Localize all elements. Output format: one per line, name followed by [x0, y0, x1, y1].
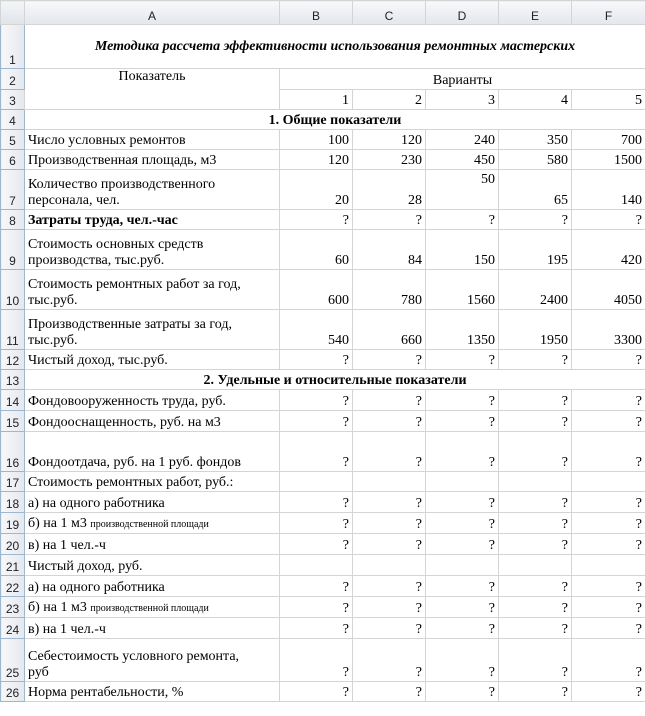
indicator-label-cell[interactable]: Норма рентабельности, %	[25, 682, 280, 702]
value-cell[interactable]: ?	[499, 682, 572, 702]
label-line: Стоимость основных средств	[28, 237, 204, 252]
empty-cell[interactable]	[499, 472, 572, 492]
row-header[interactable]: 10	[1, 270, 25, 310]
row-header[interactable]: 18	[1, 492, 25, 513]
value-cell[interactable]: ?	[572, 534, 645, 555]
label-part: б) на 1 м3	[28, 516, 91, 531]
value-cell[interactable]: ?	[499, 597, 572, 618]
sheet-row	[1, 534, 645, 555]
variant-number-cell[interactable]: 3	[426, 90, 499, 110]
label-line: Количество производственного	[28, 177, 216, 192]
value-cell[interactable]: ?	[353, 210, 426, 230]
value-cell[interactable]: ?	[499, 432, 572, 472]
sheet-row	[1, 639, 645, 682]
row-header[interactable]: 22	[1, 576, 25, 597]
value-cell[interactable]: ?	[426, 639, 499, 682]
value-cell[interactable]: ?	[426, 350, 499, 370]
value-cell[interactable]: ?	[572, 597, 645, 618]
row-header[interactable]: 24	[1, 618, 25, 639]
empty-cell[interactable]	[353, 472, 426, 492]
indicator-label-cell[interactable]: а) на одного работника	[25, 576, 280, 597]
value-cell[interactable]: ?	[572, 639, 645, 682]
value-cell[interactable]: ?	[572, 210, 645, 230]
row-header[interactable]: 20	[1, 534, 25, 555]
sheet-row	[1, 25, 645, 69]
label-line: тыс.руб.	[28, 333, 78, 348]
value-cell[interactable]: 580	[499, 150, 572, 170]
value-cell[interactable]: ?	[426, 534, 499, 555]
value-cell[interactable]: ?	[426, 513, 499, 534]
indicator-label-cell[interactable]: Стоимость ремонтных работ, руб.:	[25, 472, 280, 492]
value-cell[interactable]: 350	[499, 130, 572, 150]
value-cell[interactable]: 660	[353, 310, 426, 350]
sheet-row	[1, 472, 645, 492]
value-cell[interactable]: 84	[353, 230, 426, 270]
value-cell[interactable]: 450	[426, 150, 499, 170]
sheet-row	[1, 411, 645, 432]
value-cell[interactable]: ?	[353, 534, 426, 555]
sheet-row	[1, 597, 645, 618]
label-part-small: производственной площади	[90, 603, 209, 614]
value-cell[interactable]: ?	[426, 411, 499, 432]
indicator-label-cell[interactable]	[25, 639, 280, 682]
select-all-corner[interactable]	[1, 1, 25, 25]
sheet-row	[1, 69, 645, 90]
row-header[interactable]: 7	[1, 170, 25, 210]
value-cell[interactable]: ?	[572, 350, 645, 370]
value-cell[interactable]: 230	[353, 150, 426, 170]
value-cell[interactable]: ?	[280, 534, 353, 555]
label-line: Стоимость ремонтных работ за год,	[28, 277, 241, 292]
row-header[interactable]: 26	[1, 682, 25, 702]
row-header[interactable]: 15	[1, 411, 25, 432]
sheet-row	[1, 576, 645, 597]
value-cell[interactable]: 1950	[499, 310, 572, 350]
empty-cell[interactable]	[499, 555, 572, 576]
value-cell[interactable]: ?	[499, 513, 572, 534]
row-header[interactable]: 11	[1, 310, 25, 350]
label-line: производства, тыс.руб.	[28, 253, 165, 268]
value-cell[interactable]: ?	[280, 618, 353, 639]
indicator-label-cell[interactable]: Фондооснащенность, руб. на м3	[25, 411, 280, 432]
value-cell[interactable]: 3300	[572, 310, 645, 350]
row-header[interactable]: 3	[1, 90, 25, 110]
indicator-label-cell[interactable]	[25, 270, 280, 310]
sheet-row	[1, 270, 645, 310]
row-header[interactable]: 14	[1, 390, 25, 411]
value-cell[interactable]: ?	[353, 390, 426, 411]
sheet-row	[1, 130, 645, 150]
label-part: б) на 1 м3	[28, 600, 91, 615]
value-cell[interactable]: 120	[280, 150, 353, 170]
value-cell[interactable]: ?	[280, 576, 353, 597]
value-cell[interactable]: ?	[353, 576, 426, 597]
label-line: Себестоимость условного ремонта,	[28, 649, 240, 664]
column-header-b[interactable]: B	[280, 1, 353, 25]
value-cell[interactable]: 65	[499, 170, 572, 210]
sheet-row	[1, 230, 645, 270]
value-cell[interactable]: ?	[353, 618, 426, 639]
empty-cell[interactable]	[572, 472, 645, 492]
indicator-header-cell[interactable]: Показатель	[25, 69, 280, 110]
value-cell[interactable]: 4050	[572, 270, 645, 310]
value-cell[interactable]: ?	[353, 682, 426, 702]
value-cell[interactable]: ?	[353, 411, 426, 432]
sheet-row	[1, 390, 645, 411]
value-cell[interactable]: ?	[426, 492, 499, 513]
label-part-small: производственной площади	[90, 519, 209, 530]
indicator-label-cell[interactable]	[25, 230, 280, 270]
sheet-row	[1, 210, 645, 230]
empty-cell[interactable]	[426, 472, 499, 492]
sheet-row	[1, 432, 645, 472]
value-cell[interactable]: 1560	[426, 270, 499, 310]
row-header[interactable]: 1	[1, 25, 25, 69]
indicator-label-cell[interactable]	[25, 310, 280, 350]
value-cell[interactable]: ?	[280, 350, 353, 370]
value-cell[interactable]: ?	[280, 513, 353, 534]
value-cell[interactable]: ?	[353, 597, 426, 618]
value-cell[interactable]: ?	[499, 210, 572, 230]
row-header[interactable]: 5	[1, 130, 25, 150]
row-header[interactable]: 23	[1, 597, 25, 618]
value-cell[interactable]: ?	[353, 513, 426, 534]
column-header-e[interactable]: E	[499, 1, 572, 25]
sheet-row	[1, 150, 645, 170]
value-cell[interactable]: 420	[572, 230, 645, 270]
indicator-label-cell[interactable]: Чистый доход, руб.	[25, 555, 280, 576]
sheet-row	[1, 513, 645, 534]
value-cell[interactable]: ?	[572, 513, 645, 534]
empty-cell[interactable]	[280, 555, 353, 576]
value-cell[interactable]: ?	[353, 492, 426, 513]
value-cell[interactable]: 2400	[499, 270, 572, 310]
value-cell[interactable]: 700	[572, 130, 645, 150]
row-header[interactable]: 16	[1, 432, 25, 472]
variant-number-cell[interactable]: 2	[353, 90, 426, 110]
value-cell[interactable]: ?	[353, 432, 426, 472]
value-cell[interactable]: ?	[426, 576, 499, 597]
value-cell[interactable]: ?	[353, 639, 426, 682]
column-header-c[interactable]: C	[353, 1, 426, 25]
value-cell[interactable]: ?	[280, 390, 353, 411]
value-cell[interactable]: 780	[353, 270, 426, 310]
label-line: руб	[28, 665, 49, 680]
row-header[interactable]: 9	[1, 230, 25, 270]
value-cell[interactable]: ?	[572, 390, 645, 411]
empty-cell[interactable]	[353, 555, 426, 576]
label-line: персонала, чел.	[28, 193, 120, 208]
value-cell[interactable]: 140	[572, 170, 645, 210]
value-cell[interactable]: 540	[280, 310, 353, 350]
value-cell[interactable]: ?	[426, 682, 499, 702]
value-cell[interactable]: ?	[572, 492, 645, 513]
row-header[interactable]: 4	[1, 110, 25, 130]
value-cell[interactable]: ?	[499, 350, 572, 370]
sheet-row	[1, 310, 645, 350]
value-cell[interactable]: ?	[499, 411, 572, 432]
value-cell[interactable]: ?	[426, 210, 499, 230]
row-header[interactable]: 21	[1, 555, 25, 576]
variant-number-cell[interactable]: 5	[572, 90, 645, 110]
variant-number-cell[interactable]: 1	[280, 90, 353, 110]
value-cell[interactable]: ?	[353, 350, 426, 370]
section-heading-cell[interactable]: 2. Удельные и относительные показатели	[25, 370, 645, 390]
value-cell[interactable]: ?	[499, 639, 572, 682]
value-cell[interactable]: ?	[572, 682, 645, 702]
row-header[interactable]: 17	[1, 472, 25, 492]
value-cell[interactable]: ?	[426, 390, 499, 411]
indicator-label-cell[interactable]: Число условных ремонтов	[25, 130, 280, 150]
sheet-row	[1, 555, 645, 576]
indicator-label-cell[interactable]	[25, 597, 280, 618]
value-cell[interactable]: ?	[280, 210, 353, 230]
value-cell[interactable]: 28	[353, 170, 426, 210]
value-cell[interactable]: 60	[280, 230, 353, 270]
variant-number-cell[interactable]: 4	[499, 90, 572, 110]
indicator-label-cell[interactable]	[25, 513, 280, 534]
column-header-d[interactable]: D	[426, 1, 499, 25]
value-cell[interactable]: ?	[426, 597, 499, 618]
value-cell[interactable]: ?	[426, 618, 499, 639]
row-header[interactable]: 2	[1, 69, 25, 90]
empty-cell[interactable]	[280, 472, 353, 492]
indicator-label-cell[interactable]: в) на 1 чел.-ч	[25, 534, 280, 555]
column-header-row	[1, 1, 645, 25]
value-cell[interactable]: ?	[280, 411, 353, 432]
value-cell[interactable]: 1350	[426, 310, 499, 350]
value-cell[interactable]: ?	[499, 534, 572, 555]
column-header-a[interactable]: A	[25, 1, 280, 25]
row-header[interactable]: 6	[1, 150, 25, 170]
label-line: тыс.руб.	[28, 293, 78, 308]
value-cell[interactable]: ?	[280, 432, 353, 472]
indicator-label-cell[interactable]: в) на 1 чел.-ч	[25, 618, 280, 639]
value-cell[interactable]: 50	[426, 170, 499, 210]
row-header[interactable]: 8	[1, 210, 25, 230]
value-cell[interactable]: ?	[280, 682, 353, 702]
sheet-row	[1, 350, 645, 370]
value-cell[interactable]: ?	[499, 618, 572, 639]
value-cell[interactable]: ?	[426, 432, 499, 472]
indicator-label-cell[interactable]	[25, 170, 280, 210]
indicator-label-cell[interactable]: а) на одного работника	[25, 492, 280, 513]
empty-cell[interactable]	[426, 555, 499, 576]
sheet-row	[1, 170, 645, 210]
row-header[interactable]: 13	[1, 370, 25, 390]
value-cell[interactable]: ?	[499, 492, 572, 513]
value-cell[interactable]: 195	[499, 230, 572, 270]
indicator-label-cell[interactable]: Чистый доход, тыс.руб.	[25, 350, 280, 370]
sheet-title-cell[interactable]: Методика рассчета эффективности использования ремонтных мастерских	[25, 25, 645, 69]
value-cell[interactable]: ?	[572, 411, 645, 432]
value-cell[interactable]: ?	[280, 492, 353, 513]
value-cell[interactable]: ?	[572, 618, 645, 639]
value-cell[interactable]: 20	[280, 170, 353, 210]
value-cell[interactable]: ?	[280, 597, 353, 618]
sheet-row	[1, 618, 645, 639]
indicator-label-cell[interactable]: Производственная площадь, м3	[25, 150, 280, 170]
row-header[interactable]: 12	[1, 350, 25, 370]
value-cell[interactable]: 1500	[572, 150, 645, 170]
section-heading-cell[interactable]: 1. Общие показатели	[25, 110, 645, 130]
indicator-label-cell[interactable]: Фондовооруженность труда, руб.	[25, 390, 280, 411]
row-header[interactable]: 25	[1, 639, 25, 682]
variants-header-cell[interactable]: Варианты	[280, 69, 645, 90]
indicator-label-cell[interactable]: Фондоотдача, руб. на 1 руб. фондов	[25, 432, 280, 472]
value-cell[interactable]: 150	[426, 230, 499, 270]
sheet-row	[1, 492, 645, 513]
value-cell[interactable]: 240	[426, 130, 499, 150]
value-cell[interactable]: ?	[499, 576, 572, 597]
row-header[interactable]: 19	[1, 513, 25, 534]
label-line: Производственные затраты за год,	[28, 317, 232, 332]
value-cell[interactable]: 600	[280, 270, 353, 310]
value-cell[interactable]: ?	[572, 432, 645, 472]
sheet-row	[1, 682, 645, 702]
column-header-f[interactable]: F	[572, 1, 645, 25]
value-cell[interactable]: ?	[280, 639, 353, 682]
sheet-row	[1, 370, 645, 390]
value-cell[interactable]: 120	[353, 130, 426, 150]
value-cell[interactable]: 100	[280, 130, 353, 150]
value-cell[interactable]: ?	[572, 576, 645, 597]
sheet-row	[1, 110, 645, 130]
indicator-label-cell[interactable]: Затраты труда, чел.-час	[25, 210, 280, 230]
empty-cell[interactable]	[572, 555, 645, 576]
value-cell[interactable]: ?	[499, 390, 572, 411]
